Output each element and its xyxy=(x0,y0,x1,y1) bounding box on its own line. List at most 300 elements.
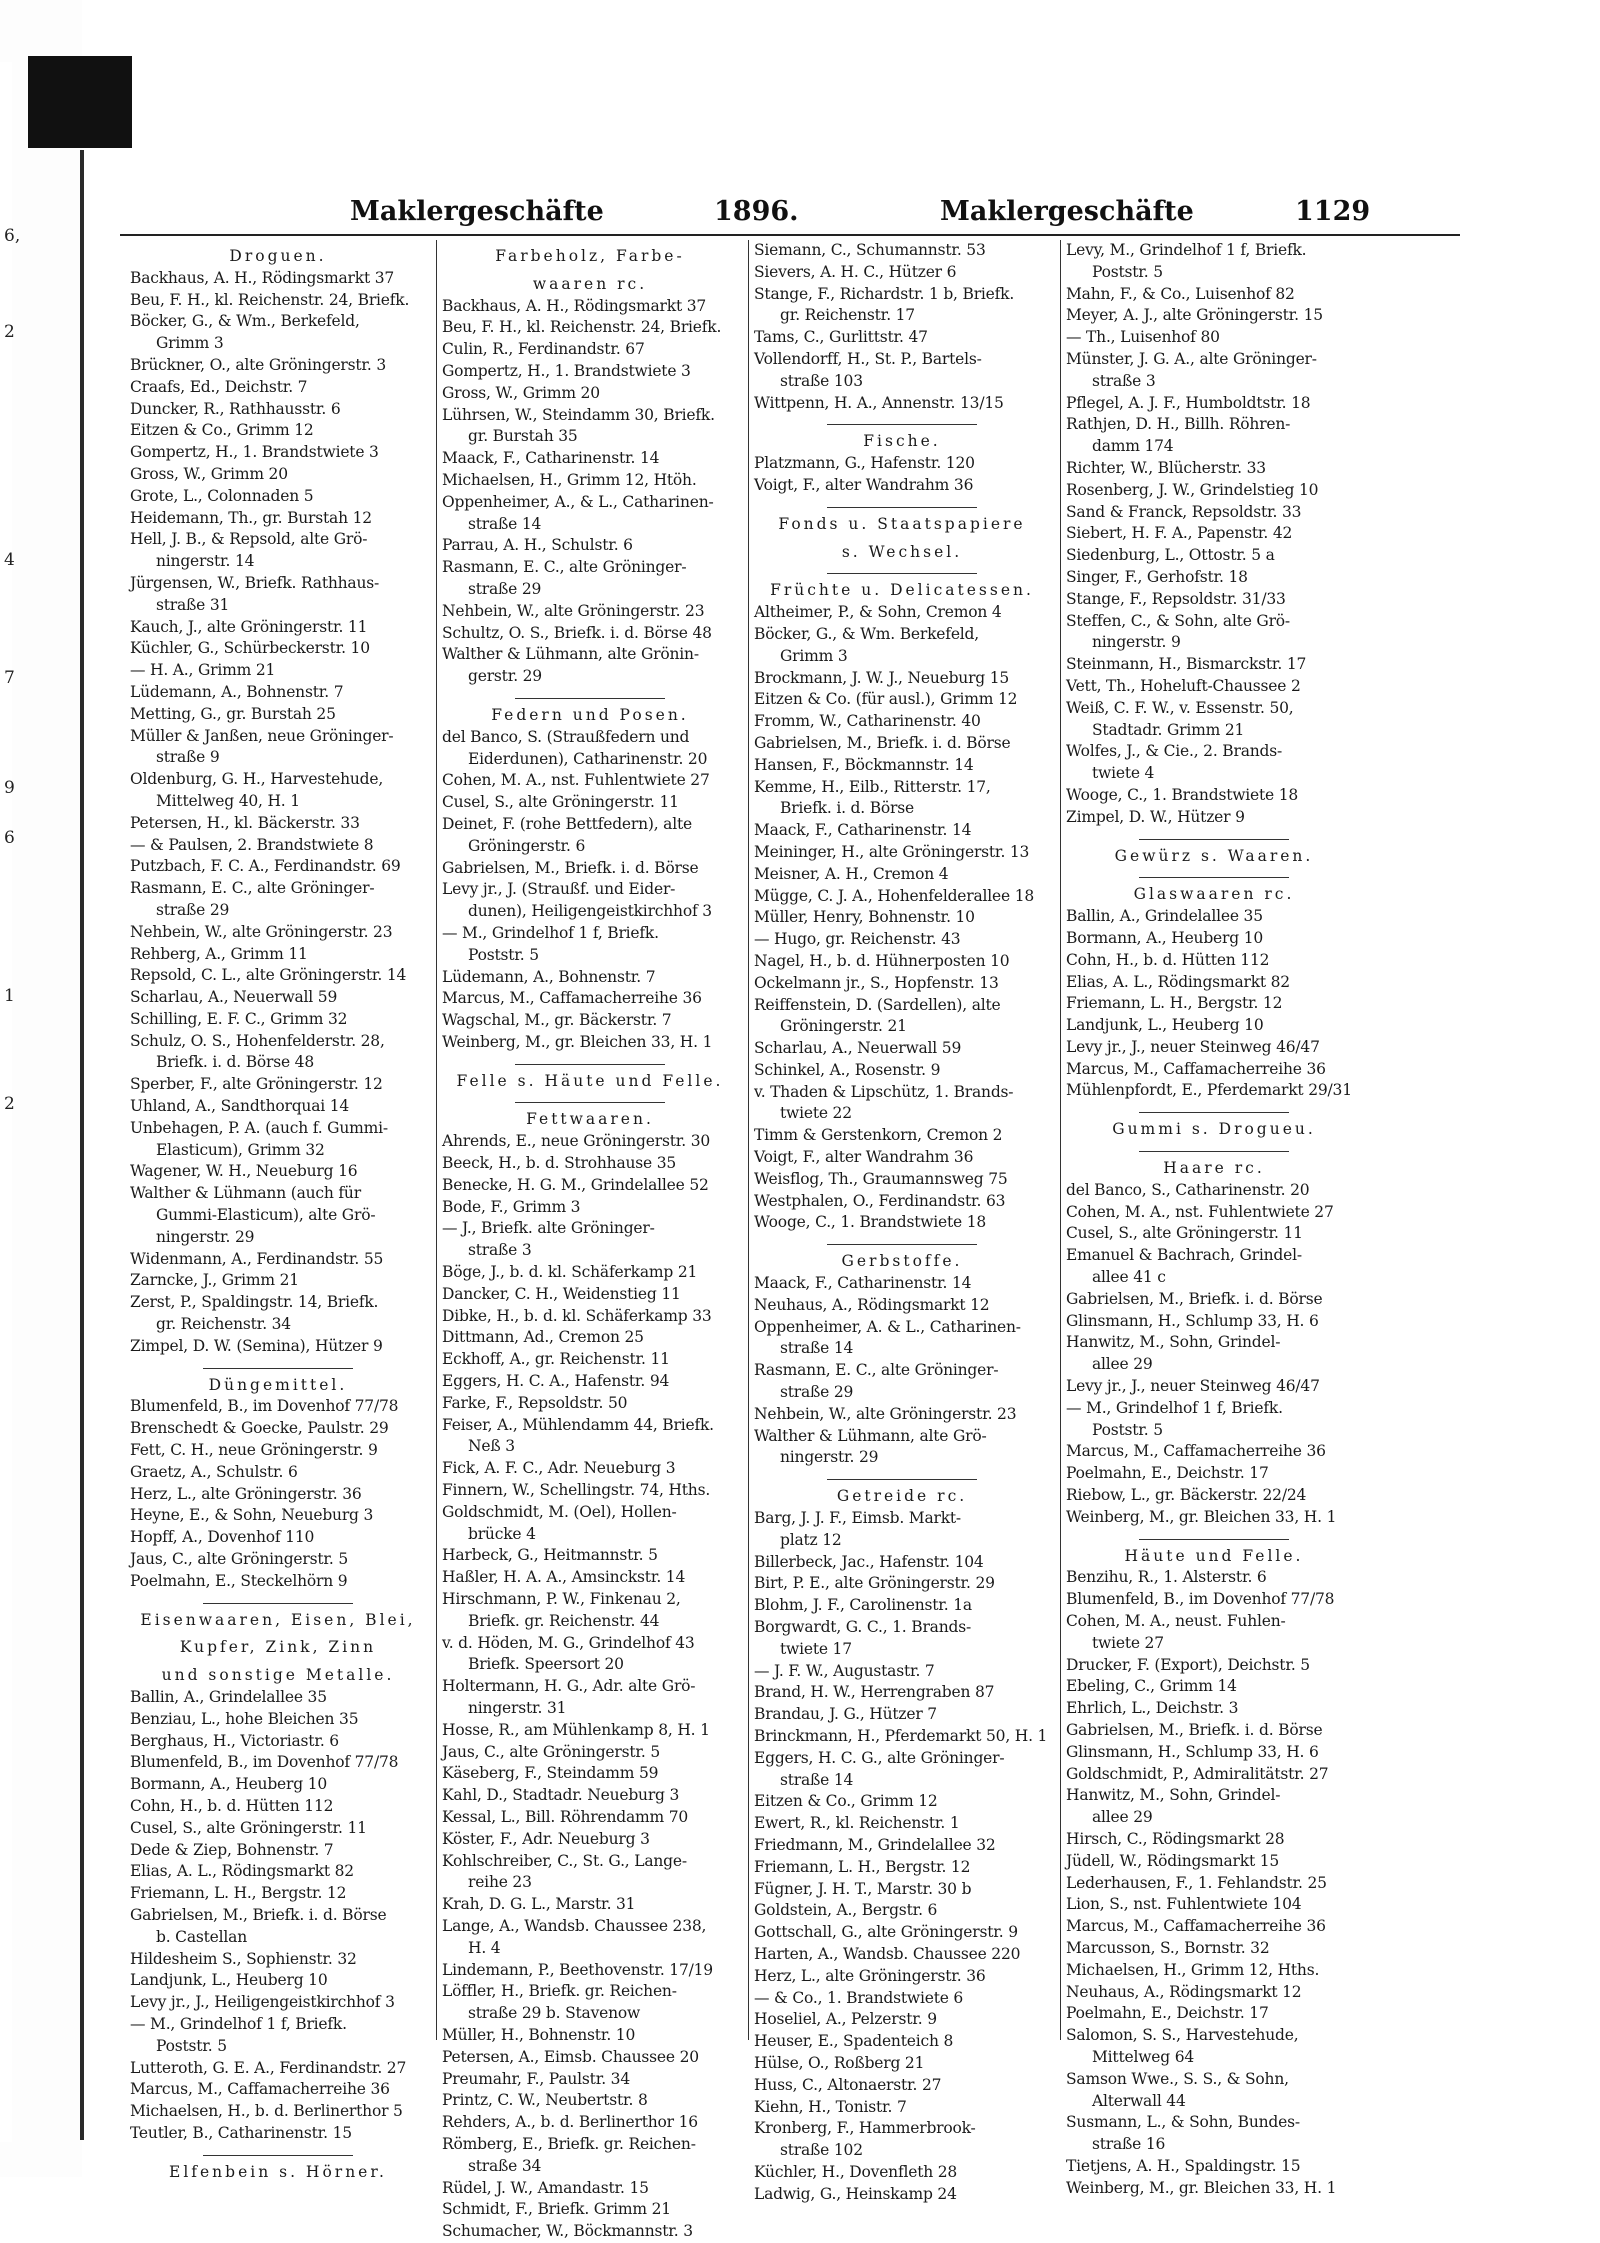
directory-entry: — J. F. W., Augustastr. 7 xyxy=(754,1661,935,1680)
directory-entry: Küchler, G., Schürbeckerstr. 10 xyxy=(130,639,370,658)
section-heading: Gummi s. Drogueu. xyxy=(1112,1120,1316,1139)
directory-entry: v. d. Höden, M. G., Grindelhof 43 xyxy=(442,1633,695,1652)
directory-entry: Hildesheim S., Sophienstr. 32 xyxy=(130,1949,357,1968)
directory-entry: Lion, S., nst. Fuhlentwiete 104 xyxy=(1066,1895,1302,1914)
directory-entry: Schumacher, W., Böckmannstr. 3 xyxy=(442,2222,693,2241)
directory-entry: Gompertz, H., 1. Brandstwiete 3 xyxy=(130,443,379,462)
directory-entry: Wittpenn, H. A., Annenstr. 13/15 xyxy=(754,393,1004,412)
directory-entry: Hirsch, C., Rödingsmarkt 28 xyxy=(1066,1829,1285,1848)
directory-entry: Schinkel, A., Rosenstr. 9 xyxy=(754,1060,941,1079)
directory-entry: Cohn, H., b. d. Hütten 112 xyxy=(130,1796,334,1815)
directory-entry: Eitzen & Co., Grimm 12 xyxy=(754,1792,938,1811)
directory-entry: Benziau, L., hohe Bleichen 35 xyxy=(130,1709,359,1728)
directory-entry: Gross, W., Grimm 20 xyxy=(130,464,288,483)
directory-entry: Birt, P. E., alte Gröningerstr. 29 xyxy=(754,1574,995,1593)
section-heading: Federn und Posen. xyxy=(491,705,689,724)
directory-entry: Wooge, C., 1. Brandstwiete 18 xyxy=(1066,785,1299,804)
entry-continuation: straße 102 xyxy=(780,2141,863,2160)
directory-entry: Wagschal, M., gr. Bäckerstr. 7 xyxy=(442,1011,672,1030)
entry-continuation: Mittelweg 64 xyxy=(1092,2047,1195,2066)
directory-entry: Brenschedt & Goecke, Paulstr. 29 xyxy=(130,1419,389,1438)
directory-entry: Lindemann, P., Beethovenstr. 17/19 xyxy=(442,1960,713,1979)
entry-continuation: ningerstr. 29 xyxy=(156,1227,255,1246)
section-rule xyxy=(827,507,977,508)
directory-entry: Weisflog, Th., Graumannsweg 75 xyxy=(754,1169,1008,1188)
directory-entry: — Hugo, gr. Reichenstr. 43 xyxy=(754,930,961,949)
directory-entry: Cusel, S., alte Gröningerstr. 11 xyxy=(130,1818,367,1837)
directory-entry: Hopff, A., Dovenhof 110 xyxy=(130,1528,315,1547)
directory-entry: Repsold, C. L., alte Gröningerstr. 14 xyxy=(130,966,407,985)
directory-entry: Harbeck, G., Heitmannstr. 5 xyxy=(442,1546,658,1565)
margin-fragment: 7 xyxy=(4,668,15,688)
entry-continuation: Poststr. 5 xyxy=(1092,1420,1163,1439)
directory-entry: Rehders, A., b. d. Berlinerthor 16 xyxy=(442,2113,698,2132)
page-gutter-line xyxy=(80,150,84,2140)
directory-entry: Borgwardt, G. C., 1. Brands- xyxy=(754,1618,972,1637)
entry-continuation: Briefk. i. d. Börse xyxy=(780,799,914,818)
directory-entry: Fick, A. F. C., Adr. Neueburg 3 xyxy=(442,1459,676,1478)
directory-entry: Jaus, C., alte Gröningerstr. 5 xyxy=(130,1550,349,1569)
directory-entry: Beu, F. H., kl. Reichenstr. 24, Briefk. xyxy=(130,290,410,309)
directory-entry: Timm & Gerstenkorn, Cremon 2 xyxy=(754,1126,1003,1145)
directory-entry: Goldstein, A., Bergstr. 6 xyxy=(754,1901,938,1920)
directory-entry: Lange, A., Wandsb. Chaussee 238, xyxy=(442,1916,707,1935)
directory-entry: — M., Grindelhof 1 f, Briefk. xyxy=(130,2014,347,2033)
directory-entry: Kessal, L., Bill. Röhrendamm 70 xyxy=(442,1807,689,1826)
directory-entry: Eggers, H. C. G., alte Gröninger- xyxy=(754,1748,1005,1767)
directory-entry: Tams, C., Gurlittstr. 47 xyxy=(754,328,928,347)
directory-entry: Backhaus, A. H., Rödingsmarkt 37 xyxy=(130,268,395,287)
directory-entry: Goldschmidt, M. (Oel), Hollen- xyxy=(442,1502,677,1521)
section-rule xyxy=(515,1102,665,1103)
directory-entry: Salomon, S. S., Harvestehude, xyxy=(1066,2026,1299,2045)
directory-entry: Michaelsen, H., Grimm 12, Hths. xyxy=(1066,1960,1320,1979)
section-heading: s. Wechsel. xyxy=(841,542,963,561)
section-heading: Gewürz s. Waaren. xyxy=(1114,846,1314,865)
directory-entry: Gabrielsen, M., Briefk. i. d. Börse xyxy=(130,1905,387,1924)
directory-entry: Ballin, A., Grindelallee 35 xyxy=(130,1688,327,1706)
directory-entry: Ballin, A., Grindelallee 35 xyxy=(1066,907,1263,926)
margin-fragment: 6, xyxy=(4,226,21,246)
directory-entry: Lührsen, W., Steindamm 30, Briefk. xyxy=(442,405,715,424)
directory-entry: Zimpel, D. W., Hützer 9 xyxy=(1066,807,1245,826)
entry-continuation: Mittelweg 40, H. 1 xyxy=(156,791,300,810)
directory-entry: Printz, C. W., Neubertstr. 8 xyxy=(442,2091,648,2110)
directory-entry: Tietjens, A. H., Spaldingstr. 15 xyxy=(1066,2156,1301,2175)
directory-entry: Bormann, A., Heuberg 10 xyxy=(130,1775,328,1794)
directory-entry: Huss, C., Altonaerstr. 27 xyxy=(754,2075,942,2094)
entry-continuation: twiete 4 xyxy=(1092,764,1155,783)
directory-entry: Jaus, C., alte Gröningerstr. 5 xyxy=(442,1742,661,1761)
directory-entry: Duncker, R., Rathhausstr. 6 xyxy=(130,399,341,418)
directory-entry: — & Co., 1. Brandstwiete 6 xyxy=(754,1988,964,2007)
entry-continuation: allee 29 xyxy=(1092,1808,1153,1827)
directory-entry: Wooge, C., 1. Brandstwiete 18 xyxy=(754,1213,987,1232)
section-rule xyxy=(203,1603,353,1604)
directory-entry: Weiß, C. F. W., v. Essenstr. 50, xyxy=(1066,698,1294,717)
section-heading: Kupfer, Zink, Zinn xyxy=(179,1638,377,1657)
directory-entry: Marcus, M., Caffamacherreihe 36 xyxy=(442,989,702,1008)
directory-entry: Voigt, F., alter Wandrahm 36 xyxy=(754,475,974,494)
directory-entry: Singer, F., Gerhofstr. 18 xyxy=(1066,567,1248,586)
directory-entry: Ewert, R., kl. Reichenstr. 1 xyxy=(754,1814,960,1833)
directory-entry: Nagel, H., b. d. Hühnerposten 10 xyxy=(754,951,1010,970)
directory-entry: Scharlau, A., Neuerwall 59 xyxy=(130,988,338,1007)
directory-entry: Hansen, F., Böckmannstr. 14 xyxy=(754,755,974,774)
directory-entry: Schultz, O. S., Briefk. i. d. Börse 48 xyxy=(442,623,712,642)
directory-entry: Neuhaus, A., Rödingsmarkt 12 xyxy=(1066,1982,1302,2001)
entry-continuation: Alterwall 44 xyxy=(1092,2091,1186,2110)
entry-continuation: allee 41 c xyxy=(1092,1268,1166,1287)
directory-entry: Fügner, J. H. T., Marstr. 30 b xyxy=(754,1879,972,1898)
column-divider xyxy=(436,240,437,2040)
directory-entry: Teutler, B., Catharinenstr. 15 xyxy=(130,2123,352,2142)
directory-entry: Farke, F., Repsoldstr. 50 xyxy=(442,1393,628,1412)
directory-entry: Voigt, F., alter Wandrahm 36 xyxy=(754,1148,974,1167)
page-number: 1129 xyxy=(1295,196,1371,227)
entry-continuation: twiete 27 xyxy=(1092,1633,1164,1652)
directory-entry: Gabrielsen, M., Briefk. i. d. Börse xyxy=(754,733,1011,752)
margin-fragment: 4 xyxy=(4,550,15,570)
directory-entry: Ehrlich, L., Deichstr. 3 xyxy=(1066,1699,1239,1718)
directory-entry: Landjunk, L., Heuberg 10 xyxy=(130,1971,328,1990)
directory-entry: Neuhaus, A., Rödingsmarkt 12 xyxy=(754,1295,990,1314)
directory-entry: Blumenfeld, B., im Dovenhof 77/78 xyxy=(1066,1590,1335,1609)
directory-entry: Rathjen, D. H., Billh. Röhren- xyxy=(1066,415,1291,434)
directory-entry: Grote, L., Colonnaden 5 xyxy=(130,486,314,505)
directory-entry: Hosse, R., am Mühlenkamp 8, H. 1 xyxy=(442,1720,710,1739)
directory-entry: Friemann, L. H., Bergstr. 12 xyxy=(130,1884,347,1903)
directory-entry: — & Paulsen, 2. Brandstwiete 8 xyxy=(130,835,374,854)
directory-entry: Cohn, H., b. d. Hütten 112 xyxy=(1066,950,1270,969)
directory-entry: Eggers, H. C. A., Hafenstr. 94 xyxy=(442,1372,670,1391)
entry-continuation: straße 34 xyxy=(468,2156,542,2175)
column-2 xyxy=(442,240,738,2241)
directory-entry: Weinberg, M., gr. Bleichen 33, H. 1 xyxy=(1066,1507,1337,1526)
directory-entry: Weinberg, M., gr. Bleichen 33, H. 1 xyxy=(1066,2178,1337,2197)
entry-continuation: Gummi-Elasticum), alte Grö- xyxy=(156,1206,376,1225)
directory-entry: Cohen, M. A., neust. Fuhlen- xyxy=(1066,1612,1286,1631)
section-rule xyxy=(1139,1151,1289,1152)
directory-entry: Marcusson, S., Bornstr. 32 xyxy=(1066,1938,1270,1957)
section-heading: Getreide rc. xyxy=(836,1487,968,1506)
directory-entry: Kemme, H., Eilb., Ritterstr. 17, xyxy=(754,777,991,796)
directory-entry: Maack, F., Catharinenstr. 14 xyxy=(442,449,660,468)
directory-entry: Brinckmann, H., Pferdemarkt 50, H. 1 xyxy=(754,1727,1048,1745)
directory-entry: Mühlenpfordt, E., Pferdemarkt 29/31 xyxy=(1066,1081,1352,1100)
directory-entry: Weinberg, M., gr. Bleichen 33, H. 1 xyxy=(442,1032,713,1051)
directory-entry: Glinsmann, H., Schlump 33, H. 6 xyxy=(1066,1742,1319,1761)
directory-entry: Gabrielsen, M., Briefk. i. d. Börse xyxy=(1066,1289,1323,1308)
entry-continuation: reihe 23 xyxy=(468,1873,532,1892)
directory-entry: Mahn, F., & Co., Luisenhof 82 xyxy=(1066,284,1295,303)
directory-entry: Emanuel & Bachrach, Grindel- xyxy=(1066,1246,1302,1265)
directory-entry: Oppenheimer, A. & L., Catharinen- xyxy=(754,1317,1021,1336)
directory-entry: Hoseliel, A., Pelzerstr. 9 xyxy=(754,2010,937,2029)
directory-entry: Sperber, F., alte Gröningerstr. 12 xyxy=(130,1075,383,1094)
directory-entry: Gottschall, G., alte Gröningerstr. 9 xyxy=(754,1923,1018,1942)
directory-entry: Schulz, O. S., Hohenfelderstr. 28, xyxy=(130,1031,385,1050)
directory-entry: Brockmann, J. W. J., Neueburg 15 xyxy=(754,668,1010,687)
column-divider xyxy=(1060,240,1061,2040)
directory-entry: Beu, F. H., kl. Reichenstr. 24, Briefk. xyxy=(442,318,722,337)
directory-entry: Böcker, G., & Wm., Berkefeld, xyxy=(130,312,360,331)
directory-entry: Westphalen, O., Ferdinandstr. 63 xyxy=(754,1191,1006,1210)
entry-continuation: Briefk. gr. Reichenstr. 44 xyxy=(468,1611,660,1630)
entry-continuation: ningerstr. 14 xyxy=(156,552,255,571)
section-heading: Häute und Felle. xyxy=(1124,1546,1304,1565)
column-3 xyxy=(754,240,1050,2203)
directory-entry: Friemann, L. H., Bergstr. 12 xyxy=(754,1857,971,1876)
directory-entry: Bode, F., Grimm 3 xyxy=(442,1197,581,1216)
directory-entry: Culin, R., Ferdinandstr. 67 xyxy=(442,340,645,359)
column-4 xyxy=(1066,240,1362,2197)
directory-entry: Pflegel, A. J. F., Humboldtstr. 18 xyxy=(1066,393,1311,412)
directory-entry: Römberg, E., Briefk. gr. Reichen- xyxy=(442,2134,696,2153)
directory-entry: Levy, M., Grindelhof 1 f, Briefk. xyxy=(1066,241,1307,259)
section-rule xyxy=(203,2155,353,2156)
directory-entry: Samson Wwe., S. S., & Sohn, xyxy=(1066,2069,1289,2088)
section-heading: Droguen. xyxy=(229,247,327,265)
directory-entry: Herz, L., alte Gröningerstr. 36 xyxy=(754,1966,986,1985)
directory-entry: Friedmann, M., Grindelallee 32 xyxy=(754,1835,996,1854)
directory-entry: Nehbein, W., alte Gröningerstr. 23 xyxy=(442,601,705,620)
directory-entry: Gabrielsen, M., Briefk. i. d. Börse xyxy=(442,858,699,877)
entry-continuation: straße 14 xyxy=(780,1770,854,1789)
directory-entry: Rasmann, E. C., alte Gröninger- xyxy=(130,879,375,898)
directory-entry: Beeck, H., b. d. Strohhause 35 xyxy=(442,1154,677,1173)
entry-continuation: Poststr. 5 xyxy=(468,945,539,964)
directory-entry: Rehberg, A., Grimm 11 xyxy=(130,944,308,963)
directory-entry: Marcus, M., Caffamacherreihe 36 xyxy=(130,2080,390,2099)
directory-entry: Hirschmann, P. W., Finkenau 2, xyxy=(442,1590,681,1609)
directory-entry: Ahrends, E., neue Gröningerstr. 30 xyxy=(442,1132,711,1151)
section-rule xyxy=(1139,839,1289,840)
directory-entry: Brand, H. W., Herrengraben 87 xyxy=(754,1683,995,1702)
directory-entry: Elias, A. L., Rödingsmarkt 82 xyxy=(130,1862,354,1881)
directory-entry: Kahl, D., Stadtadr. Neueburg 3 xyxy=(442,1786,680,1805)
entry-continuation: straße 31 xyxy=(156,595,230,614)
section-heading: Fettwaaren. xyxy=(526,1110,654,1129)
entry-continuation: Eiderdunen), Catharinenstr. 20 xyxy=(468,749,708,768)
directory-entry: Kohlschreiber, C., St. G., Lange- xyxy=(442,1851,687,1870)
directory-entry: Löffler, H., Briefk. gr. Reichen- xyxy=(442,1982,677,2001)
entry-continuation: straße 9 xyxy=(156,748,220,767)
section-rule xyxy=(515,698,665,699)
directory-entry: Reiffenstein, D. (Sardellen), alte xyxy=(754,995,1001,1014)
scan-shadow-corner xyxy=(28,56,132,148)
directory-entry: Parrau, A. H., Schulstr. 6 xyxy=(442,536,633,555)
directory-entry: Walther & Lühmann, alte Grönin- xyxy=(442,645,699,664)
directory-entry: Metting, G., gr. Burstah 25 xyxy=(130,704,336,723)
directory-entry: — J., Briefk. alte Gröninger- xyxy=(442,1219,655,1238)
directory-entry: Petersen, A., Eimsb. Chaussee 20 xyxy=(442,2047,699,2066)
directory-entry: Marcus, M., Caffamacherreihe 36 xyxy=(1066,1917,1326,1936)
directory-entry: Brückner, O., alte Gröningerstr. 3 xyxy=(130,355,387,374)
entry-continuation: Gröningerstr. 6 xyxy=(468,836,586,855)
directory-entry: Müller & Janßen, neue Gröninger- xyxy=(130,726,394,745)
directory-entry: Schilling, E. F. C., Grimm 32 xyxy=(130,1009,348,1028)
section-rule xyxy=(827,424,977,425)
directory-entry: Böge, J., b. d. kl. Schäferkamp 21 xyxy=(442,1263,698,1282)
directory-entry: Steinmann, H., Bismarckstr. 17 xyxy=(1066,655,1307,674)
directory-entry: Schmidt, F., Briefk. Grimm 21 xyxy=(442,2200,671,2219)
entry-continuation: ningerstr. 29 xyxy=(780,1448,879,1467)
directory-entry: Lüdemann, A., Bohnenstr. 7 xyxy=(442,967,656,986)
entry-continuation: straße 3 xyxy=(1092,371,1156,390)
directory-entry: Jürgensen, W., Briefk. Rathhaus- xyxy=(130,573,380,592)
section-rule xyxy=(1139,877,1289,878)
margin-fragment: 9 xyxy=(4,778,15,798)
directory-entry: Wolfes, J., & Cie., 2. Brands- xyxy=(1066,742,1283,761)
directory-entry: Benecke, H. G. M., Grindelallee 52 xyxy=(442,1175,709,1194)
directory-entry: Deinet, F. (rohe Bettfedern), alte xyxy=(442,814,692,833)
margin-fragment: 2 xyxy=(4,1094,15,1114)
directory-entry: Ebeling, C., Grimm 14 xyxy=(1066,1677,1237,1696)
section-heading: Fische. xyxy=(863,432,941,451)
directory-entry: — Th., Luisenhof 80 xyxy=(1066,328,1220,347)
directory-entry: Siemann, C., Schumannstr. 53 xyxy=(754,241,986,259)
section-rule xyxy=(1139,1539,1289,1540)
directory-entry: Drucker, F. (Export), Deichstr. 5 xyxy=(1066,1655,1310,1674)
directory-entry: Dittmann, Ad., Cremon 25 xyxy=(442,1328,644,1347)
section-rule xyxy=(515,1064,665,1065)
entry-continuation: straße 3 xyxy=(468,1241,532,1260)
margin-fragment: 6 xyxy=(4,828,15,848)
directory-entry: Siebert, H. F. A., Papenstr. 42 xyxy=(1066,524,1293,543)
directory-entry: Küchler, H., Dovenfleth 28 xyxy=(754,2162,958,2181)
entry-continuation: Poststr. 5 xyxy=(1092,262,1163,281)
directory-entry: Altheimer, P., & Sohn, Cremon 4 xyxy=(754,603,1002,622)
section-heading: Gerbstoffe. xyxy=(841,1252,963,1271)
directory-entry: Brandau, J. G., Hützer 7 xyxy=(754,1705,937,1724)
directory-entry: Holtermann, H. G., Adr. alte Grö- xyxy=(442,1677,696,1696)
column-divider xyxy=(748,240,749,2040)
header-rule xyxy=(120,234,1460,236)
directory-entry: Krah, D. G. L., Marstr. 31 xyxy=(442,1895,636,1914)
directory-entry: Widenmann, A., Ferdinandstr. 55 xyxy=(130,1249,384,1268)
directory-entry: Hanwitz, M., Sohn, Grindel- xyxy=(1066,1333,1281,1352)
entry-continuation: Gröningerstr. 21 xyxy=(780,1017,907,1036)
entry-continuation: allee 29 xyxy=(1092,1355,1153,1374)
directory-entry: Sand & Franck, Repsoldstr. 33 xyxy=(1066,502,1302,521)
directory-entry: Lüdemann, A., Bohnenstr. 7 xyxy=(130,682,344,701)
directory-entry: Dancker, C. H., Weidenstieg 11 xyxy=(442,1284,681,1303)
margin-fragment: 2 xyxy=(4,322,15,342)
directory-entry: Blumenfeld, B., im Dovenhof 77/78 xyxy=(130,1753,399,1772)
directory-entry: Graetz, A., Schulstr. 6 xyxy=(130,1462,298,1481)
directory-entry: v. Thaden & Lipschütz, 1. Brands- xyxy=(754,1082,1014,1101)
entry-continuation: straße 14 xyxy=(468,514,542,533)
directory-entry: Ockelmann jr., S., Hopfenstr. 13 xyxy=(754,973,999,992)
column-1 xyxy=(130,240,426,2181)
directory-entry: Scharlau, A., Neuerwall 59 xyxy=(754,1039,962,1058)
entry-continuation: straße 103 xyxy=(780,371,863,390)
directory-entry: Münster, J. G. A., alte Gröninger- xyxy=(1066,349,1317,368)
directory-entry: Rosenberg, J. W., Grindelstieg 10 xyxy=(1066,480,1319,499)
directory-entry: Levy jr., J., neuer Steinweg 46/47 xyxy=(1066,1037,1320,1056)
entry-continuation: twiete 22 xyxy=(780,1104,852,1123)
directory-entry: Dibke, H., b. d. kl. Schäferkamp 33 xyxy=(442,1306,712,1325)
directory-entry: Eitzen & Co., Grimm 12 xyxy=(130,421,314,440)
directory-entry: Walther & Lühmann, alte Grö- xyxy=(754,1426,987,1445)
directory-entry: Billerbeck, Jac., Hafenstr. 104 xyxy=(754,1552,984,1571)
directory-entry: Heuser, E., Spadenteich 8 xyxy=(754,2032,954,2051)
directory-entry: Zarncke, J., Grimm 21 xyxy=(130,1271,299,1290)
directory-entry: Uhland, A., Sandthorquai 14 xyxy=(130,1097,350,1116)
directory-entry: Feiser, A., Mühlendamm 44, Briefk. xyxy=(442,1415,714,1434)
directory-entry: Elias, A. L., Rödingsmarkt 82 xyxy=(1066,972,1290,991)
directory-entry: Dede & Ziep, Bohnenstr. 7 xyxy=(130,1840,334,1859)
directory-entry: Ladwig, G., Heinskamp 24 xyxy=(754,2184,957,2203)
section-rule xyxy=(827,1244,977,1245)
directory-entry: Craafs, Ed., Deichstr. 7 xyxy=(130,377,308,396)
section-heading: Fonds u. Staatspapiere xyxy=(778,514,1026,533)
section-heading: Farbeholz, Farbe- xyxy=(495,247,685,265)
section-heading: waaren rc. xyxy=(532,274,648,293)
directory-entry: Haßler, H. A. A., Amsinckstr. 14 xyxy=(442,1568,686,1587)
directory-entry: Käseberg, F., Steindamm 59 xyxy=(442,1764,659,1783)
entry-continuation: gr. Reichenstr. 17 xyxy=(780,306,915,325)
directory-entry: Blohm, J. F., Carolinenstr. 1a xyxy=(754,1596,972,1615)
directory-entry: Marcus, M., Caffamacherreihe 36 xyxy=(1066,1442,1326,1461)
directory-entry: — M., Grindelhof 1 f, Briefk. xyxy=(442,923,659,942)
directory-entry: Rasmann, E. C., alte Gröninger- xyxy=(754,1361,999,1380)
directory-entry: Friemann, L. H., Bergstr. 12 xyxy=(1066,994,1283,1013)
directory-entry: Meisner, A. H., Cremon 4 xyxy=(754,864,949,883)
directory-entry: Cohen, M. A., nst. Fuhlentwiete 27 xyxy=(1066,1202,1334,1221)
directory-entry: Kauch, J., alte Gröningerstr. 11 xyxy=(130,617,368,636)
directory-entry: Oldenburg, G. H., Harvestehude, xyxy=(130,770,384,789)
directory-entry: Benzihu, R., 1. Alsterstr. 6 xyxy=(1066,1568,1267,1587)
directory-entry: Köster, F., Adr. Neueburg 3 xyxy=(442,1829,650,1848)
entry-continuation: straße 14 xyxy=(780,1339,854,1358)
entry-continuation: Grimm 3 xyxy=(156,334,224,353)
directory-entry: Jüdell, W., Rödingsmarkt 15 xyxy=(1066,1851,1280,1870)
directory-entry: Fett, C. H., neue Gröningerstr. 9 xyxy=(130,1441,378,1460)
directory-entry: Gompertz, H., 1. Brandstwiete 3 xyxy=(442,361,691,380)
directory-entry: Poelmahn, E., Steckelhörn 9 xyxy=(130,1571,348,1590)
directory-entry: Sievers, A. H. C., Hützer 6 xyxy=(754,262,957,281)
entry-continuation: twiete 17 xyxy=(780,1639,852,1658)
section-rule xyxy=(1139,1112,1289,1113)
directory-entry: Michaelsen, H., Grimm 12, Htöh. xyxy=(442,470,697,489)
entry-continuation: platz 12 xyxy=(780,1530,842,1549)
directory-entry: Hanwitz, M., Sohn, Grindel- xyxy=(1066,1786,1281,1805)
directory-entry: Cusel, S., alte Gröningerstr. 11 xyxy=(1066,1224,1303,1243)
directory-entry: Rüdel, J. W., Amandastr. 15 xyxy=(442,2178,649,2197)
directory-entry: Nehbein, W., alte Gröningerstr. 23 xyxy=(130,922,393,941)
section-heading: Düngemittel. xyxy=(208,1375,348,1394)
directory-entry: Vett, Th., Hoheluft-Chaussee 2 xyxy=(1066,676,1301,695)
directory-entry: Unbehagen, P. A. (auch f. Gummi- xyxy=(130,1118,388,1137)
entry-continuation: brücke 4 xyxy=(468,1524,536,1543)
directory-entry: Lederhausen, F., 1. Fehlandstr. 25 xyxy=(1066,1873,1327,1892)
directory-entry: Gross, W., Grimm 20 xyxy=(442,383,600,402)
directory-entry: Wagener, W. H., Neueburg 16 xyxy=(130,1162,358,1181)
directory-entry: Michaelsen, H., b. d. Berlinerthor 5 xyxy=(130,2102,403,2121)
directory-entry: Cusel, S., alte Gröningerstr. 11 xyxy=(442,793,679,812)
section-heading: Elfenbein s. Hörner. xyxy=(169,2162,387,2181)
entry-continuation: ningerstr. 9 xyxy=(1092,633,1181,652)
directory-entry: Meyer, A. J., alte Gröningerstr. 15 xyxy=(1066,306,1323,325)
directory-page xyxy=(120,190,1560,2241)
directory-entry: Marcus, M., Caffamacherreihe 36 xyxy=(1066,1059,1326,1078)
directory-entry: Glinsmann, H., Schlump 33, H. 6 xyxy=(1066,1311,1319,1330)
directory-entry: Platzmann, G., Hafenstr. 120 xyxy=(754,454,975,473)
entry-continuation: Poststr. 5 xyxy=(156,2036,227,2055)
directory-entry: Heyne, E., & Sohn, Neueburg 3 xyxy=(130,1506,374,1525)
